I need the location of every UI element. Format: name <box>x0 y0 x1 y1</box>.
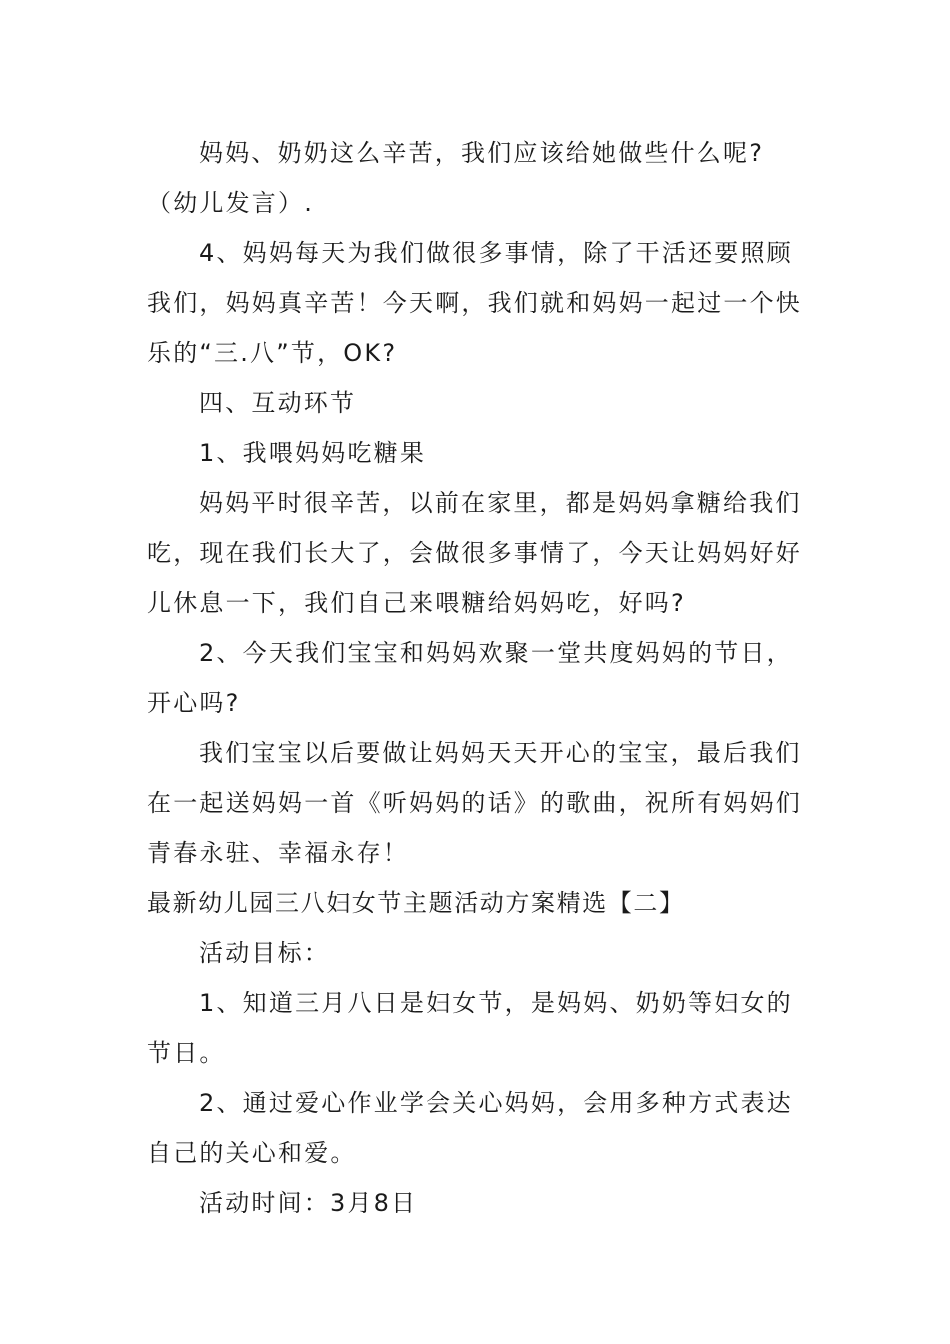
paragraph-goal-1: 1、知道三月八日是妇女节，是妈妈、奶奶等妇女的节日。 <box>147 989 793 1067</box>
paragraph-goal-2: 2、通过爱心作业学会关心妈妈，会用多种方式表达自己的关心和爱。 <box>147 1089 793 1167</box>
paragraph-activity-time: 活动时间：3月8日 <box>199 1189 418 1217</box>
paragraph-goals-label: 活动目标： <box>199 939 330 967</box>
paragraph-step-4: 4、妈妈每天为我们做很多事情，除了干活还要照顾我们，妈妈真辛苦！今天啊，我们就和妈妈一起过一个快乐的“三.八”节，OK? <box>147 239 802 367</box>
paragraph-interaction-heading: 四、互动环节 <box>199 389 357 417</box>
paragraph-step-2: 2、今天我们宝宝和妈妈欢聚一堂共度妈妈的节日，开心吗? <box>147 639 793 717</box>
paragraph-candy-activity: 1、我喂妈妈吃糖果 <box>199 439 427 467</box>
paragraph-candy-description: 妈妈平时很辛苦，以前在家里，都是妈妈拿糖给我们吃，现在我们长大了，会做很多事情了，今天让妈妈好好儿休息一下，我们自己来喂糖给妈妈吃，好吗? <box>147 489 802 617</box>
paragraph-intro-question: 妈妈、奶奶这么辛苦，我们应该给她做些什么呢?（幼儿发言）. <box>147 139 765 217</box>
section-title: 最新幼儿园三八妇女节主题活动方案精选【二】 <box>147 889 685 917</box>
document-body <box>147 128 807 1228</box>
paragraph-closing-song: 我们宝宝以后要做让妈妈天天开心的宝宝，最后我们在一起送妈妈一首《听妈妈的话》的歌曲，祝所有妈妈们青春永驻、幸福永存！ <box>147 739 802 867</box>
